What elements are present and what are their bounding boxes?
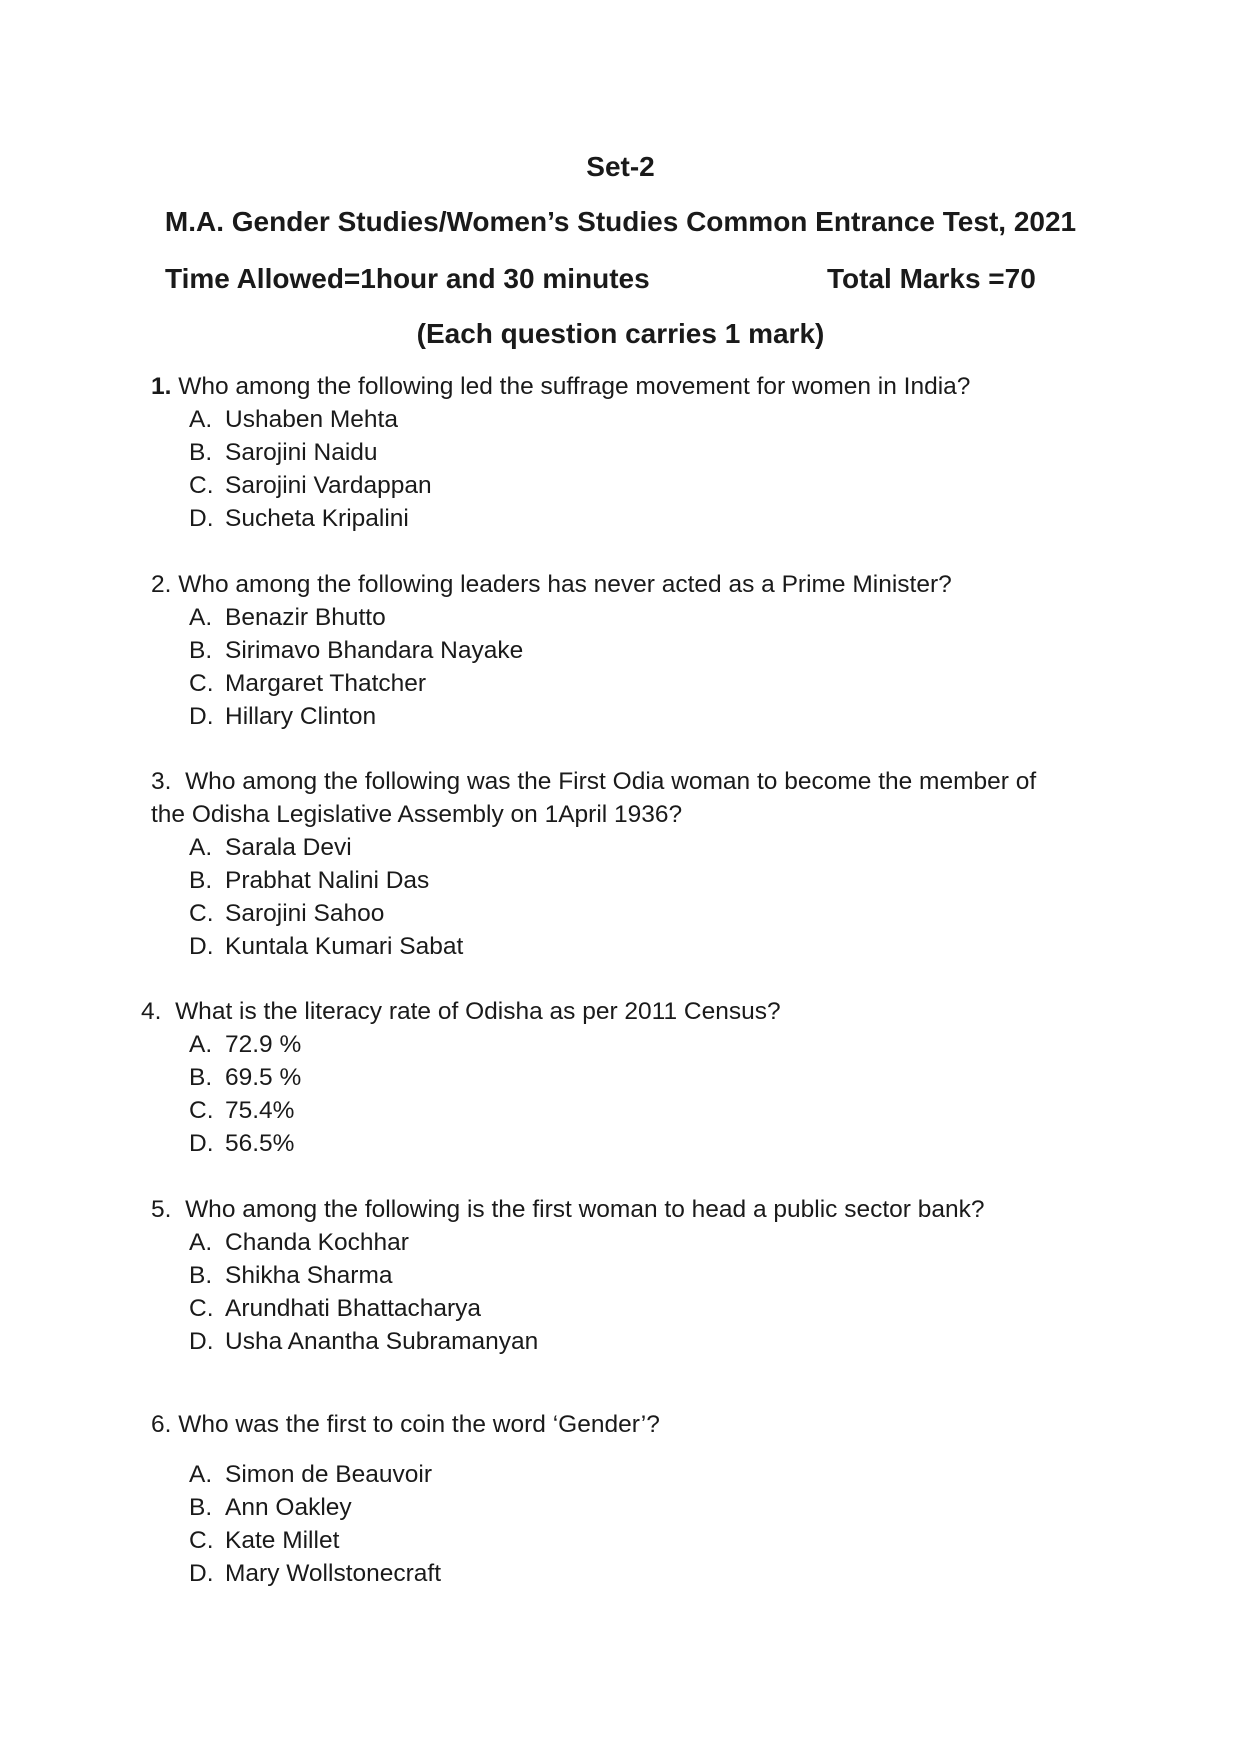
- option-letter: B.: [189, 637, 213, 664]
- option-letter: B.: [189, 439, 213, 466]
- question-6: [151, 1408, 660, 1590]
- question-stem: [151, 1193, 984, 1226]
- question-text: Who among the following is the first woman to head a public sector bank?: [185, 1196, 985, 1223]
- option-letter: D.: [189, 703, 214, 730]
- options-list: [151, 1458, 660, 1590]
- option-letter: B.: [189, 867, 213, 894]
- option-letter: C.: [189, 1527, 214, 1554]
- option-text: Sarojini Vardappan: [225, 472, 432, 499]
- option-letter: C.: [189, 900, 214, 927]
- option-d: [189, 1557, 660, 1590]
- option-letter: B.: [189, 1262, 213, 1289]
- question-text: Who among the following leaders has never acted as a Prime Minister?: [178, 571, 952, 598]
- option-text: Margaret Thatcher: [225, 670, 427, 697]
- option-d: [189, 1325, 984, 1358]
- option-text: Kate Millet: [225, 1527, 340, 1554]
- options-list: [151, 1226, 984, 1358]
- question-number: 4.: [141, 998, 162, 1025]
- marks-note: (Each question carries 1 mark): [416, 318, 825, 349]
- option-letter: B.: [189, 1494, 213, 1521]
- question-text: Who was the first to coin the word ‘Gender’?: [178, 1411, 660, 1438]
- option-text: Benazir Bhutto: [225, 604, 386, 631]
- option-b: [189, 1259, 984, 1292]
- option-letter: A.: [189, 1229, 213, 1256]
- option-c: [189, 469, 970, 502]
- option-text: Ushaben Mehta: [225, 406, 398, 433]
- question-number: 3.: [151, 768, 172, 795]
- option-d: [189, 700, 952, 733]
- option-letter: A.: [189, 1031, 213, 1058]
- options-list: [151, 403, 970, 535]
- option-c: [189, 897, 1036, 930]
- option-b: [189, 436, 970, 469]
- option-text: Prabhat Nalini Das: [225, 867, 430, 894]
- option-text: Ann Oakley: [225, 1494, 352, 1521]
- option-b: [189, 864, 1036, 897]
- option-d: [189, 930, 1036, 963]
- options-list: [151, 831, 1036, 963]
- options-list: [151, 601, 952, 733]
- option-text: Mary Wollstonecraft: [225, 1560, 442, 1587]
- question-number: 1.: [151, 373, 172, 400]
- set-label: Set-2: [586, 151, 655, 182]
- option-d: [189, 1127, 781, 1160]
- question-number: 6.: [151, 1411, 172, 1438]
- option-text: Hillary Clinton: [225, 703, 377, 730]
- time-allowed: Time Allowed=1hour and 30 minutes: [165, 263, 650, 294]
- option-c: [189, 667, 952, 700]
- option-a: [189, 1028, 781, 1061]
- exam-title: M.A. Gender Studies/Women’s Studies Common Entrance Test, 2021: [164, 206, 1077, 237]
- option-letter: A.: [189, 834, 213, 861]
- question-text: Who among the following was the First Odia woman to become the member of: [185, 768, 1037, 795]
- option-letter: D.: [189, 933, 214, 960]
- option-letter: C.: [189, 472, 214, 499]
- question-stem: [151, 370, 970, 403]
- option-text: Sucheta Kripalini: [225, 505, 409, 532]
- option-text: Usha Anantha Subramanyan: [225, 1328, 539, 1355]
- option-letter: D.: [189, 505, 214, 532]
- option-text: 69.5 %: [225, 1064, 302, 1091]
- question-stem: [151, 765, 1036, 798]
- question-number: 2.: [151, 571, 172, 598]
- question-4: [141, 995, 781, 1160]
- option-text: Sarojini Sahoo: [225, 900, 385, 927]
- option-text: Shikha Sharma: [225, 1262, 393, 1289]
- total-marks: Total Marks =70: [827, 263, 1036, 294]
- option-text: 56.5%: [225, 1130, 295, 1157]
- option-letter: D.: [189, 1328, 214, 1355]
- question-number: 5.: [151, 1196, 172, 1223]
- option-text: Sirimavo Bhandara Nayake: [225, 637, 524, 664]
- option-c: [189, 1094, 781, 1127]
- option-text: Sarojini Naidu: [225, 439, 378, 466]
- option-b: [189, 634, 952, 667]
- option-d: [189, 502, 970, 535]
- option-letter: D.: [189, 1560, 214, 1587]
- option-b: [189, 1491, 660, 1524]
- option-letter: C.: [189, 1295, 214, 1322]
- question-text: Who among the following led the suffrage movement for women in India?: [178, 373, 971, 400]
- options-list: [151, 1028, 781, 1160]
- question-5: [151, 1193, 984, 1358]
- option-text: 75.4%: [225, 1097, 295, 1124]
- option-a: [189, 1226, 984, 1259]
- option-text: Chanda Kochhar: [225, 1229, 409, 1256]
- option-a: [189, 1458, 660, 1491]
- question-stem: [151, 568, 952, 601]
- option-c: [189, 1292, 984, 1325]
- question-2: [151, 568, 952, 733]
- question-stem: [141, 995, 781, 1028]
- question-stem: [151, 1408, 660, 1441]
- question-stem-continued: the Odisha Legislative Assembly on 1April 1936?: [151, 801, 683, 828]
- option-letter: D.: [189, 1130, 214, 1157]
- question-text: What is the literacy rate of Odisha as per 2011 Census?: [175, 998, 781, 1025]
- option-b: [189, 1061, 781, 1094]
- question-1: [151, 370, 970, 535]
- option-text: Arundhati Bhattacharya: [225, 1295, 482, 1322]
- option-a: [189, 601, 952, 634]
- option-text: Simon de Beauvoir: [225, 1461, 433, 1488]
- option-letter: A.: [189, 406, 213, 433]
- option-c: [189, 1524, 660, 1557]
- option-letter: A.: [189, 1461, 213, 1488]
- option-letter: A.: [189, 604, 213, 631]
- option-a: [189, 403, 970, 436]
- option-letter: C.: [189, 670, 214, 697]
- option-letter: C.: [189, 1097, 214, 1124]
- option-text: 72.9 %: [225, 1031, 302, 1058]
- option-text: Kuntala Kumari Sabat: [225, 933, 464, 960]
- option-letter: B.: [189, 1064, 213, 1091]
- question-3: [151, 765, 1036, 963]
- option-a: [189, 831, 1036, 864]
- option-text: Sarala Devi: [225, 834, 352, 861]
